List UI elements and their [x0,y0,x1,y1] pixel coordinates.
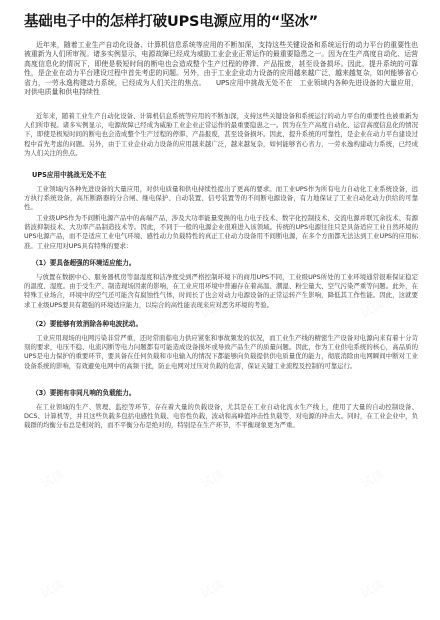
watermark-text [37,575,66,602]
subheading-3: （3）要拥有非同凡响的负载能力。 [32,389,136,397]
watermark-text [357,465,386,492]
watermark-text [197,465,226,492]
paragraph-3: 与放置在数据中心、服务器机房等温湿度和洁净度受到严格控制环境下的商用UPS不同，工业级UPS所处的工业环境通常很难保证稳定的温度、湿度。由于受生产、制造现场因素的影响，在工业应用环境中普遍存在着高温、潮湿、粉尘量大、空气污染严重等问题。此外，在特殊工业场合，环境中的空气还可能含有腐蚀性气体，时间长了也会对动力电源设备的正常运转产生影响，降低其工作性能。因此，这就要求工业级UPS要具有超强的环境适应能力，以综合的高性能表现来应对恶劣环境的考验。 [24,273,418,309]
paragraph-1: 工业领域内各种先进设备的大量应用，对供电质量和供电持续性提出了更高的要求。而工业UPS作为所有电力自动化工业系统设备，远方执行系统设备，高压断路器的分合闸、继电保护、自动装置、信号装置等的不间断电源设备，有力地保证了工业自动化动力供给的可靠性。 [24,185,418,212]
subheading-1: （1）要具备超强的环境适应能力。 [32,259,136,267]
paragraph-4: 工业应用现场的电网污染非常严重，还时常面临电力供应紧张和事故频发的状况，而工业生产线的精密生产设备对电源向来有着十分苛刻的要求，电压不稳、电流闪断等电力问题都有可能造成设备损坏或导致产品生产的质量问题。因此，作为工业供电系统的核心，高品质的UPS是电力保护的重要环节，要具备在任何负载和市电输入的情况下都能够向负载提供供电质量优的能力，彻底消除由电网瞬间中断对工业设备系统的影响，有效避免电网中的高频干扰，防止电网对过压对负载的危害，保证关键工业流程及控制的可靠运行。 [24,334,418,370]
watermark-text [197,575,226,602]
repeat-paragraph: 近年来，随着工业生产自动化设备、计算机信息系统等应用的不断加深，支持这些关键设备和系统运行的动力平台的重要性也被重新为人们所审视。诸多实例显示，电源故障已经成为威胁工业企业正常运作的最重要隐患之一。因为在生产高度自动化、运营高度信息化的情况下，即使是极短时间的断电也会造成整个生产过程的停滞、产品报废，甚至设备损坏。因此，提升系统的可靠性，是企业在动力平台建设过程中首先考虑的问题。另外，由于工业企业动力设备的应用越来越广泛，越来越复杂，如何能够省心省力，一劳永逸构建动力系统，已经成为人们关注的焦点。 [24,112,418,157]
intro-paragraph: 近年来，随着工业生产自动化设备、计算机信息系统等应用的不断加深，支持这些关键设备和系统运行的动力平台的重要性也被重新为人们所审视。诸多实例显示，电源故障已经成为威胁工业企业正常运作的最重要隐患之一。因为在生产高度自动化、运营高度信息化的情况下，即使是极短时间的断电也会造成整个生产过程的停滞、产品报废，甚至设备损坏。因此，提升系统的可靠性，是企业在动力平台建设过程中首先考虑的问题。另外，由于工业企业动力设备的应用越来越广泛，越来越复杂，如何能够省心省力，一劳永逸构建动力系统，已经成为人们关注的焦点。 UPS应用中挑战无处不在 工业领域内各种先进设备的大量应用，对供电质量和供电持续性 [24,41,418,97]
watermark-text [37,465,66,492]
subheading-2: （2）要能够有效消除各种电波扰动。 [32,320,143,328]
paragraph-5: 在工业领域的生产、管理、监控等环节，存在着大量的负载设备，尤其是在工业自动化流水生产线上，使用了大量的自动控制设备、DCS、计算机等，并且这些负载多包括电感性负载、电容性负载，波动和高峰值冲击性负载等，对电源的冲击大。同时，在工业企业中，负载群的均衡分布总是相对的，而不平衡分布是绝对的，特别是在生产环节，不平衡现象更为严重。 [24,403,418,430]
section-heading: UPS应用中挑战无处不在 [32,171,107,179]
page-title: 基础电子中的怎样打破UPS电源应用的“坚冰” [24,14,319,30]
paragraph-2: 工业级UPS作为不间断电源产品中的高端产品，涉及大功率能量变换的电力电子技术、数字化控制技术、交流电源并联冗余技术、有源谐波抑制技术、大功率产品制造技术等。因此，不同于一般的电源企业很难进入该领域。传统的UPS电源往往只是具备适应工业自然环境的UPS电源产品，而不是适应工业电气环境、感性动力负载特性的真正工业动力设备用不间断电源，在多个方面都无法达到工业UPS的应用标准。工业应用对UPS具有特殊的要求： [24,214,418,250]
watermark-text [357,575,386,602]
